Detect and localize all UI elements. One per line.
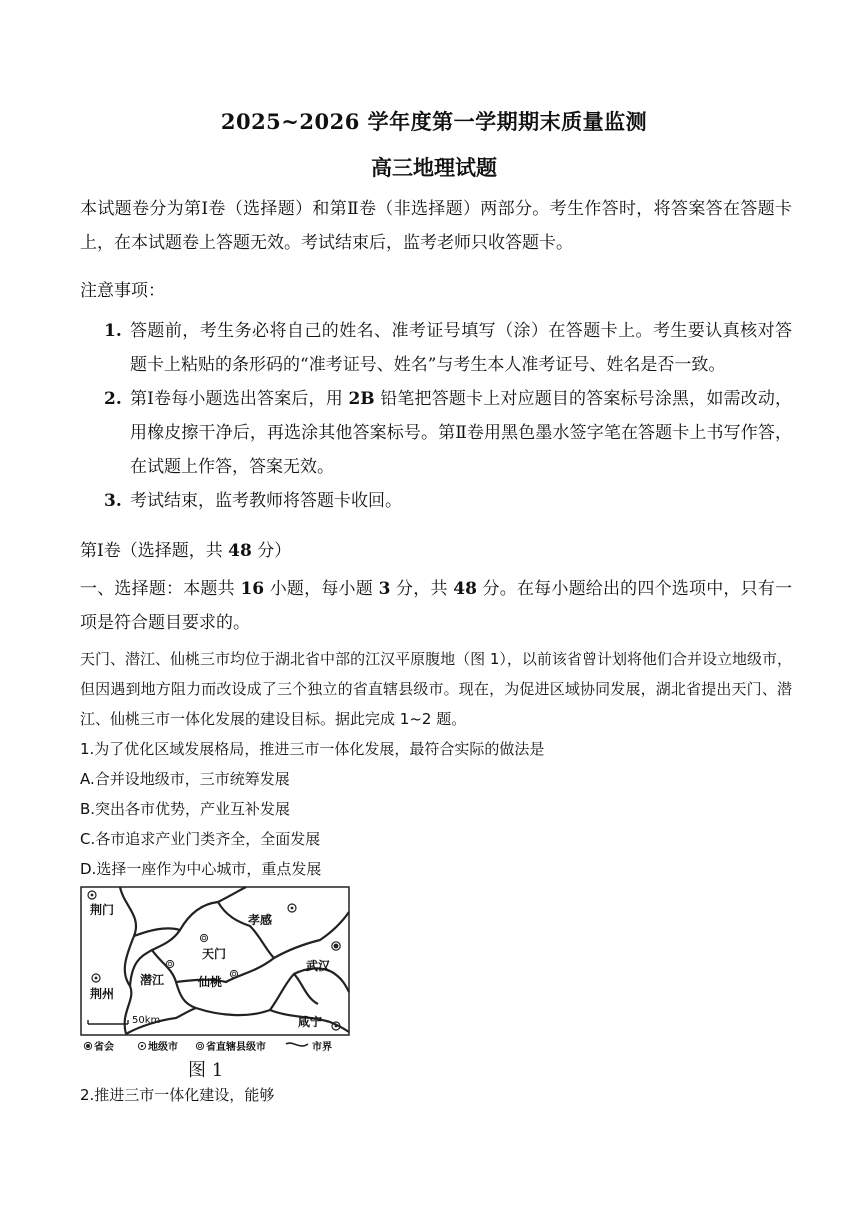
instr-part: 分。在每小题给出的四个选项中，只有一项是符合题目要求的。 [80, 579, 793, 633]
label-xianning: 咸宁 [298, 1015, 323, 1029]
notice-label: 注意事项： [80, 281, 165, 301]
notice-item [104, 314, 792, 382]
instr-part: 一、选择题：本题共 [80, 579, 241, 599]
page-title: 2025~2026 学年度第一学期期末质量监测 [220, 109, 648, 134]
figure-caption: 图 1 [188, 1060, 224, 1081]
question-stem: 2.推进三市一体化建设，能够 [80, 1086, 275, 1104]
notice-number: 3. [104, 491, 122, 511]
option-c: C.各市追求产业门类齐全，全面发展 [80, 830, 321, 848]
intro-paragraph: 本试题卷分为第Ⅰ卷（选择题）和第Ⅱ卷（非选择题）两部分。考生作答时，将答案答在答题卡上，在本试题卷上答题无效。考试结束后，监考老师只收答题卡。 [80, 199, 792, 253]
instr-bold: 3 [378, 579, 391, 599]
label-tianmen: 天门 [202, 947, 227, 961]
section-instructions [80, 572, 792, 640]
boundary-tianmen-xiantao [176, 958, 274, 982]
marker-qianjiang [166, 960, 173, 967]
legend-prefecture: 地级市 [148, 1042, 178, 1053]
question-2 [80, 1080, 792, 1110]
option-d: D.选择一座作为中心城市，重点发展 [80, 860, 322, 878]
notice-number: 1. [104, 321, 122, 341]
notice-text-bold: 2B [348, 389, 375, 409]
marker-jingmen [88, 891, 96, 899]
marker-xiaogan [288, 904, 296, 912]
marker-tianmen [200, 934, 207, 941]
instr-part: 小题，每小题 [264, 579, 379, 599]
notice-text: 考试结束，监考教师将答题卡收回。 [130, 491, 402, 511]
label-xiantao: 仙桃 [198, 975, 223, 989]
option-b: B.突出各市优势，产业互补发展 [80, 800, 291, 818]
notice-number: 2. [104, 389, 122, 409]
question-material: 天门、潜江、仙桃三市均位于湖北省中部的江汉平原腹地（图 1），以前该省曾计划将他们合并设立地级市，但因遇到地方阻力而改设成了三个独立的省直辖县级市。现在，为促进区域协同发展，湖北省提出天门、潜江、仙桃三市一体化发展的建设目标。据此完成 1~2 题。 [80, 650, 792, 728]
marker-jingzhou [92, 974, 100, 982]
scale-label: 50km [132, 1015, 161, 1026]
notice-item [104, 382, 792, 484]
section-heading-part: 第Ⅰ卷（选择题，共 [80, 541, 229, 561]
label-wuhan: 武汉 [306, 959, 331, 973]
boundary-north [134, 887, 246, 936]
map-svg [80, 886, 352, 1054]
notice-text: 答题前，考生务必将自己的姓名、准考证号填写（涂）在答题卡上。考生要认真核对答题卡上粘贴的条形码的“准考证号、姓名”与考生本人准考证号、姓名是否一致。 [130, 321, 792, 375]
page-subtitle: 高三地理试题 [371, 155, 497, 180]
notice-text [130, 389, 792, 477]
instr-part: 分，共 [390, 579, 454, 599]
marker-wuhan [332, 942, 340, 950]
notice-list [104, 314, 792, 518]
option-a: A.合并设地级市，三市统筹发展 [80, 770, 290, 788]
notice-text-part: 铅笔把答题卡上对应题目的答案标号涂黑，如需改动，用橡皮擦干净后，再选涂其他答案标号。第Ⅱ卷用黑色墨水签字笔在答题卡上书写作答，在试题上作答，答案无效。 [130, 389, 793, 477]
question-1 [80, 734, 792, 884]
notice-text-part: 第Ⅰ卷每小题选出答案后，用 [130, 389, 349, 409]
legend-boundary: 市界 [312, 1042, 332, 1053]
boundary-xiaogan-wuhan [274, 912, 349, 958]
instr-bold: 16 [240, 579, 265, 599]
marker-xiantao [230, 970, 237, 977]
figure-1-map [80, 886, 352, 1076]
question-stem: 1.为了优化区域发展格局，推进三市一体化发展，最符合实际的做法是 [80, 740, 545, 758]
label-qianjiang: 潜江 [140, 973, 165, 987]
section-heading-bold: 48 [228, 541, 252, 561]
map-legend [84, 1040, 332, 1053]
boundary-xiaogan-south [218, 902, 274, 958]
section-heading-part: 分） [251, 541, 292, 561]
label-jingmen: 荆门 [90, 903, 115, 917]
legend-county: 省直辖县级市 [206, 1042, 266, 1053]
notice-item [104, 484, 792, 518]
label-xiaogan: 孝感 [248, 913, 273, 927]
instr-bold: 48 [453, 579, 477, 599]
legend-capital: 省会 [94, 1042, 114, 1053]
boundary-jingmen-jingzhou [120, 887, 136, 1034]
label-jingzhou: 荆州 [90, 987, 115, 1001]
section-heading [80, 536, 291, 561]
